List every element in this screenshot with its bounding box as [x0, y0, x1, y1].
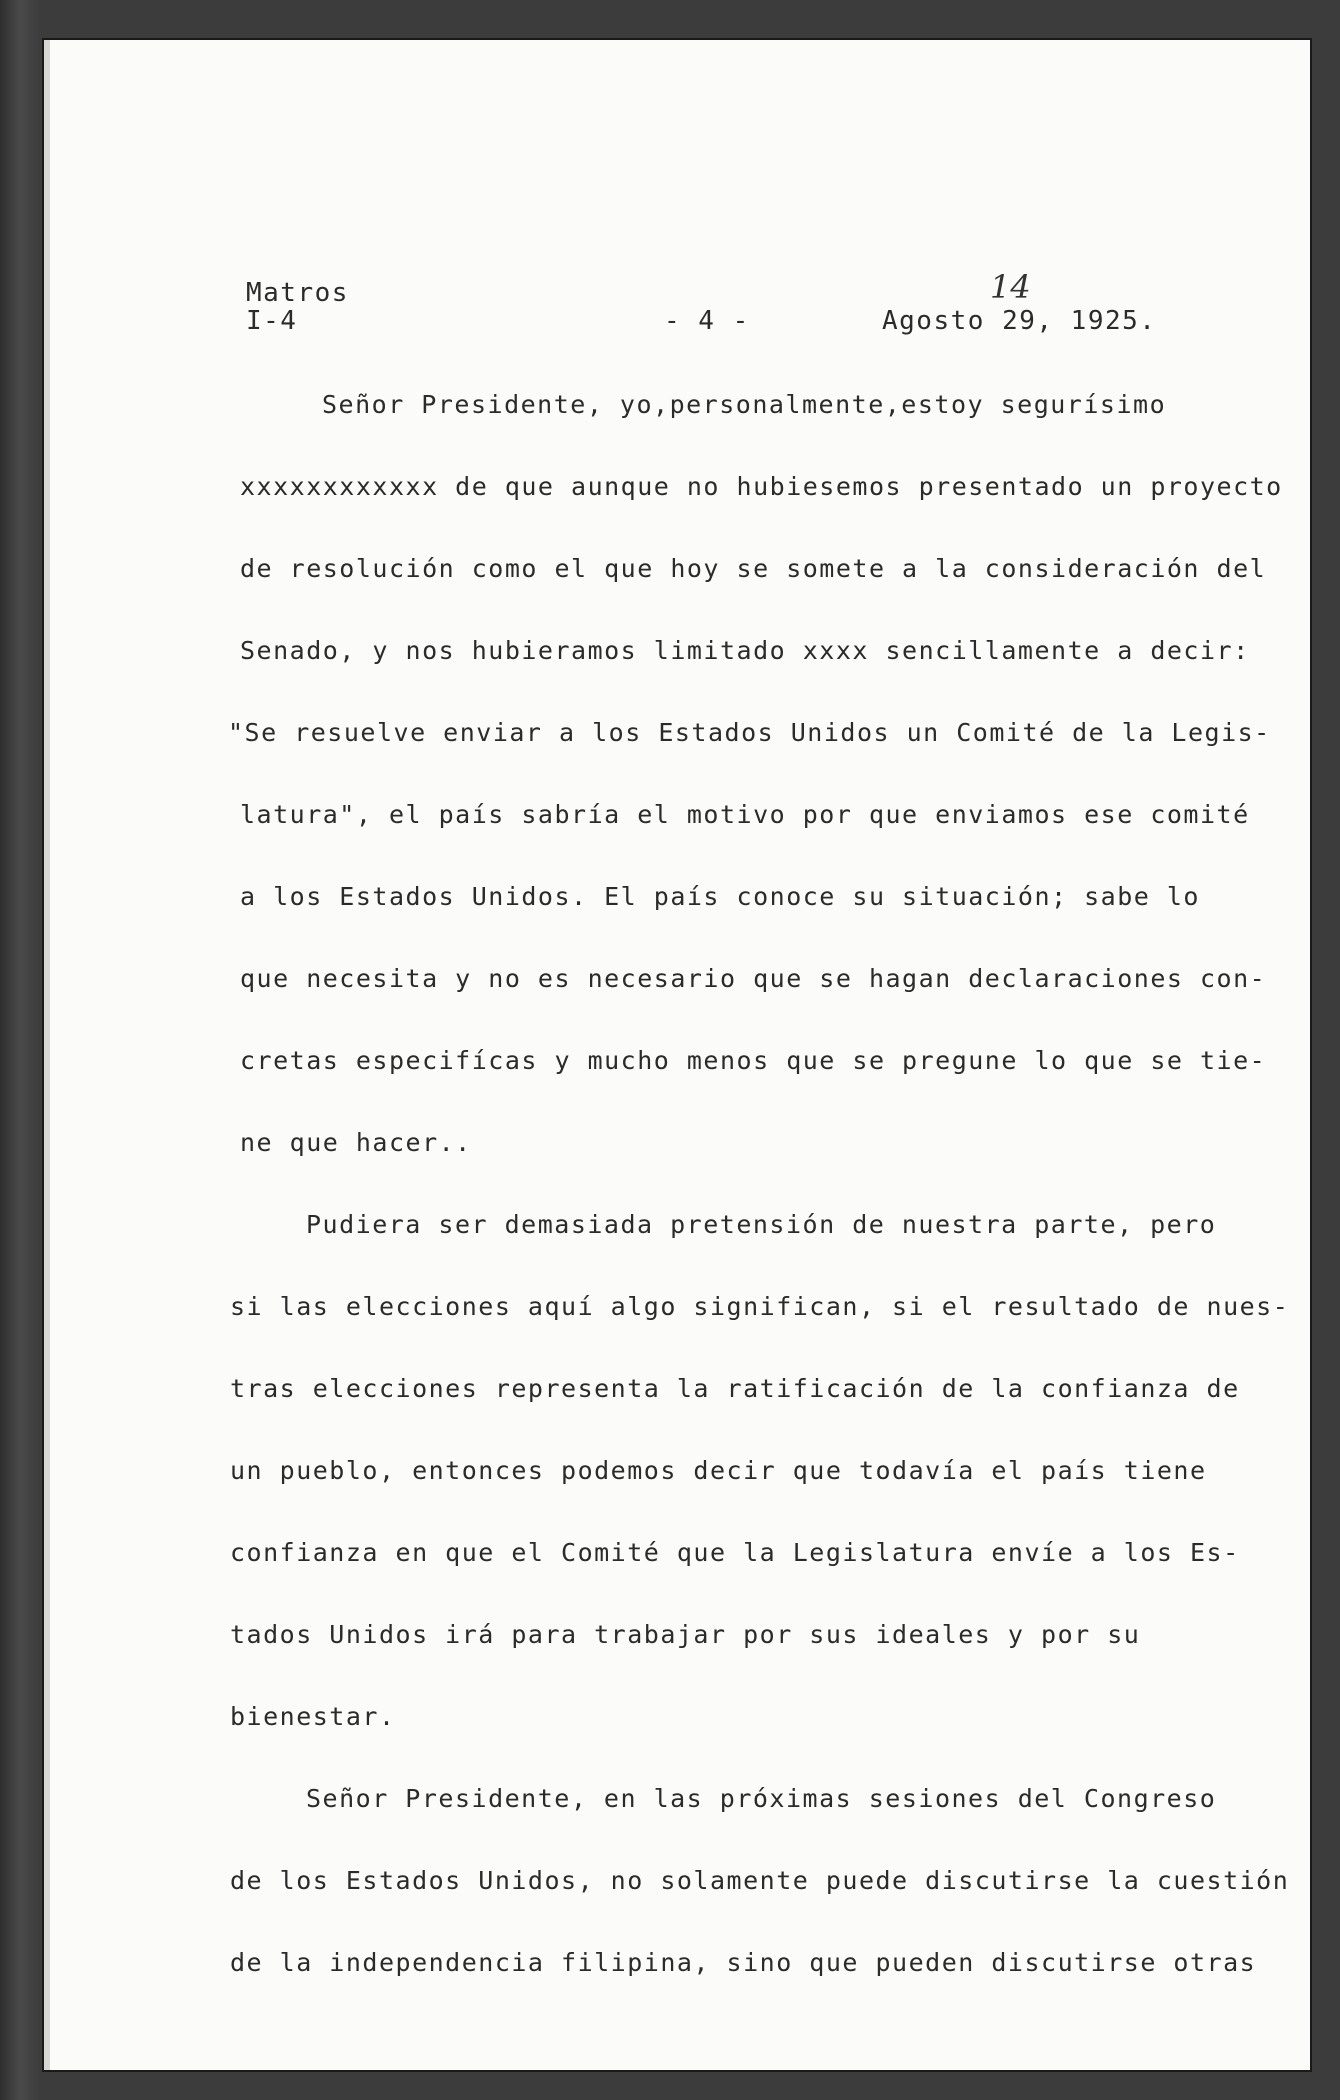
text-line: "Se resuelve enviar a los Estados Unidos un Comité de la Legis-	[228, 718, 1271, 747]
text-line: xxxxxxxxxxxx de que aunque no hubiesemos presentado un proyecto	[240, 472, 1283, 501]
page-number: - 4 -	[664, 306, 750, 336]
text-line: tados Unidos irá para trabajar por sus ideales y por su	[230, 1620, 1141, 1649]
text-line: Señor Presidente, yo,personalmente,estoy segurísimo	[322, 390, 1167, 419]
text-line: latura", el país sabría el motivo por que enviamos ese comité	[240, 800, 1250, 829]
text-line: cretas especifícas y mucho menos que se pregune lo que se tie-	[240, 1046, 1267, 1075]
text-line: de los Estados Unidos, no solamente puede discutirse la cuestión	[230, 1866, 1290, 1895]
text-line: confianza en que el Comité que la Legislatura envíe a los Es-	[230, 1538, 1240, 1567]
text-line: que necesita y no es necesario que se hagan declaraciones con-	[240, 964, 1267, 993]
document-code: I-4	[246, 306, 298, 336]
handwritten-date-correction: 14	[990, 268, 1031, 306]
author-name: Matros	[246, 278, 349, 308]
text-line: un pueblo, entonces podemos decir que todavía el país tiene	[230, 1456, 1207, 1485]
text-line: ne que hacer..	[240, 1128, 472, 1157]
typewritten-page	[44, 40, 1310, 2070]
text-line: bienestar.	[230, 1702, 396, 1731]
text-line: si las elecciones aquí algo significan, si el resultado de nues-	[230, 1292, 1290, 1321]
document-date: Agosto 29, 1925.	[882, 306, 1157, 336]
text-line: Pudiera ser demasiada pretensión de nuestra parte, pero	[306, 1210, 1217, 1239]
text-line: a los Estados Unidos. El país conoce su situación; sabe lo	[240, 882, 1200, 911]
text-line: Senado, y nos hubieramos limitado xxxx sencillamente a decir:	[240, 636, 1250, 665]
text-line: de resolución como el que hoy se somete a la consideración del	[240, 554, 1267, 583]
text-line: de la independencia filipina, sino que pueden discutirse otras	[230, 1948, 1257, 1977]
text-line: Señor Presidente, en las próximas sesiones del Congreso	[306, 1784, 1217, 1813]
text-line: tras elecciones representa la ratificación de la confianza de	[230, 1374, 1240, 1403]
